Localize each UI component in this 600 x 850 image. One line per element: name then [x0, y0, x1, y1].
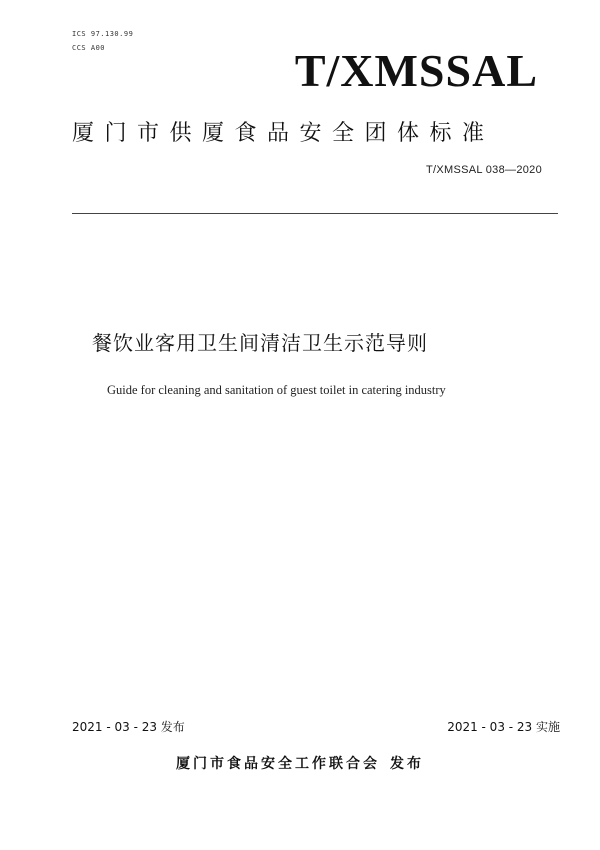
- document-title-english: Guide for cleaning and sanitation of guest toilet in catering industry: [107, 383, 446, 397]
- document-title-chinese: 餐饮业客用卫生间清洁卫生示范导则: [92, 331, 428, 355]
- implementation-date: 2021 - 03 - 23 实施: [447, 720, 560, 734]
- publisher-organization: 厦门市食品安全工作联合会: [176, 756, 380, 772]
- header-divider: [72, 213, 558, 214]
- standard-logo-code: T/XMSSAL: [294, 45, 538, 96]
- standard-number: T/XMSSAL 038—2020: [426, 164, 542, 176]
- standard-type-heading: 厦门市供厦食品安全团体标准: [72, 121, 495, 146]
- publisher-action: 发布: [390, 756, 424, 772]
- ics-code: ICS 97.130.99: [72, 30, 134, 38]
- ccs-code: CCS A00: [72, 44, 106, 52]
- issue-date: 2021 - 03 - 23 发布: [72, 720, 185, 734]
- publisher-line: [0, 753, 600, 773]
